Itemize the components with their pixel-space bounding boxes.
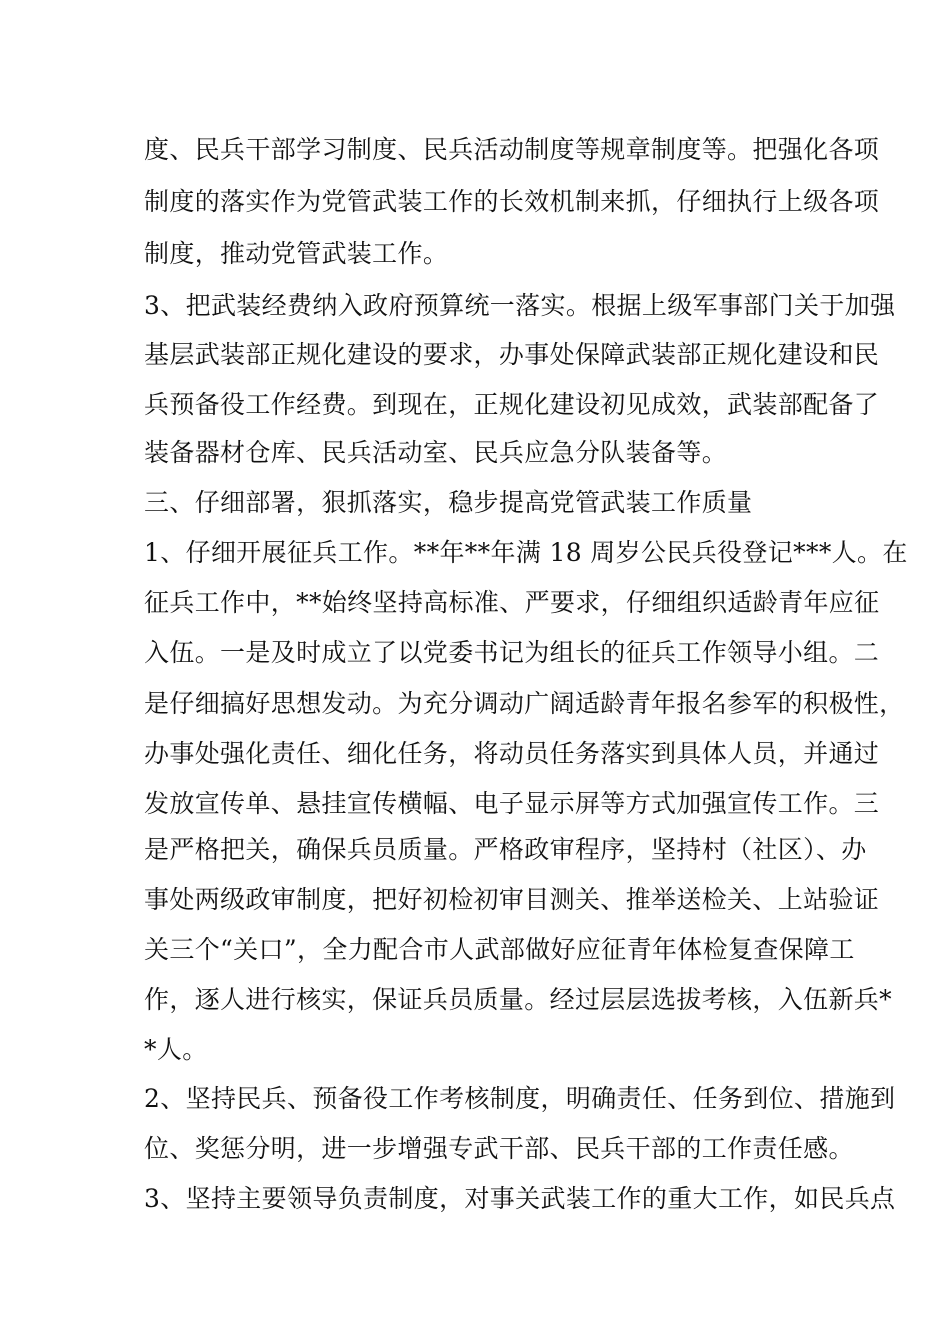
text-line: 作，逐人进行核实，保证兵员质量。经过层层选拔考核，入伍新兵* — [144, 985, 893, 1014]
section-heading: 三、仔细部署，狠抓落实，稳步提高党管武装工作质量 — [144, 488, 753, 517]
text-line: 事处两级政审制度，把好初检初审目测关、推举送检关、上站验证 — [144, 885, 880, 914]
text-line: 基层武装部正规化建设的要求，办事处保障武装部正规化建设和民 — [144, 340, 880, 369]
text-line: 征兵工作中，**始终坚持高标准、严要求，仔细组织适龄青年应征 — [144, 588, 880, 617]
text-line: 度、民兵干部学习制度、民兵活动制度等规章制度等。把强化各项 — [144, 135, 880, 164]
text-line: 2、坚持民兵、预备役工作考核制度，明确责任、任务到位、措施到 — [144, 1084, 896, 1113]
text-line: 是严格把关，确保兵员质量。严格政审程序，坚持村（社区）、办 — [144, 835, 867, 864]
text-line: 3、坚持主要领导负责制度，对事关武装工作的重大工作，如民兵点 — [144, 1184, 896, 1213]
text-line: 装备器材仓库、民兵活动室、民兵应急分队装备等。 — [144, 438, 728, 467]
text-line: 兵预备役工作经费。到现在，正规化建设初见成效，武装部配备了 — [144, 390, 880, 419]
text-line: 发放宣传单、悬挂宣传横幅、电子显示屏等方式加强宣传工作。三 — [144, 789, 880, 818]
text-line: 位、奖惩分明，进一步增强专武干部、民兵干部的工作责任感。 — [144, 1134, 854, 1163]
text-line: 办事处强化责任、细化任务，将动员任务落实到具体人员，并通过 — [144, 739, 880, 768]
text-line: 1、仔细开展征兵工作。**年**年满 18 周岁公民兵役登记***人。在 — [144, 538, 908, 567]
text-line: 制度，推动党管武装工作。 — [144, 239, 449, 268]
text-line: 3、把武装经费纳入政府预算统一落实。根据上级军事部门关于加强 — [144, 291, 896, 320]
text-line: 是仔细搞好思想发动。为充分调动广阔适龄青年报名参军的积极性， — [144, 689, 905, 718]
text-line: 制度的落实作为党管武装工作的长效机制来抓，仔细执行上级各项 — [144, 187, 880, 216]
text-line: *人。 — [144, 1035, 208, 1064]
text-line: 入伍。一是及时成立了以党委书记为组长的征兵工作领导小组。二 — [144, 638, 880, 667]
text-line: 关三个“关口”，全力配合市人武部做好应征青年体检复查保障工 — [144, 935, 855, 964]
